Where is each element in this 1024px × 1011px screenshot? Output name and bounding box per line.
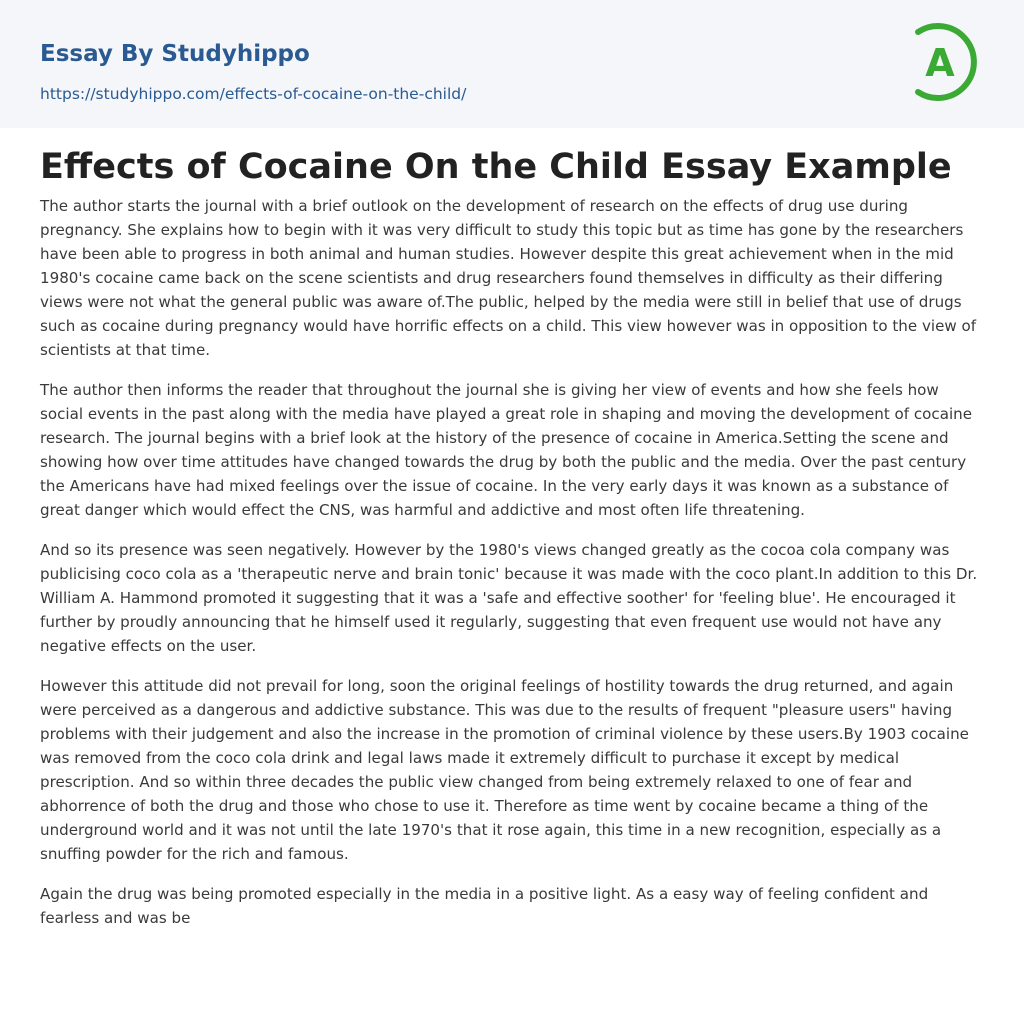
essay-paragraph: However this attitude did not prevail for long, soon the original feelings of hostility towards the drug returned, and again were perceived as a dangerous and addictive substance. This was due to the results of frequent "pleasure users" having problems with their judgement and also the increase in the promotion of criminal violence by these users.By 1903 cocaine was removed from the coco cola drink and legal laws made it extremely difficult to purchase it except by medical prescription. And so within three decades the public view changed from being extremely relaxed to one of fear and abhorrence of both the drug and those who chose to use it. Therefore as time went by cocaine became a thing of the underground world and it was not until the late 1970's that it rose again, this time in a new recognition, especially as a snuffing powder for the rich and famous. xyxy=(40,677,969,863)
essay-body xyxy=(40,194,984,946)
studyhippo-logo-icon[interactable] xyxy=(912,18,988,106)
essay-paragraph: The author then informs the reader that throughout the journal she is giving her view of events and how she feels how social events in the past along with the media have played a great role in shaping and moving the development of cocaine research. The journal begins with a brief look at the history of the presence of cocaine in America.Setting the scene and showing how over time attitudes have changed towards the drug by both the public and the media. Over the past century the Americans have had mixed feelings over the issue of cocaine. In the very early days it was known as a substance of great danger which would effect the CNS, was harmful and addictive and most often life threatening. xyxy=(40,381,973,519)
essay-paragraph: The author starts the journal with a brief outlook on the development of research on the effects of drug use during pregnancy. She explains how to begin with it was very difficult to study this topic but as time has gone by the researchers have been able to progress in both animal and human studies. However despite this great achievement when in the mid 1980's cocaine came back on the scene scientists and drug researchers found themselves in difficulty as their differing views were not what the general public was aware of.The public, helped by the media were still in belief that use of drugs such as cocaine during pregnancy would have horrific effects on a child. This view however was in opposition to the view of scientists at that time. xyxy=(40,197,977,359)
logo-letter: A xyxy=(925,41,955,85)
site-header xyxy=(0,0,1024,128)
essay-paragraph: Again the drug was being promoted especially in the media in a positive light. As a easy way of feeling confident and fearless and was be xyxy=(40,885,929,927)
essay-paragraph: And so its presence was seen negatively. However by the 1980's views changed greatly as the cocoa cola company was publicising coco cola as a 'therapeutic nerve and brain tonic' because it was made with the coco plant.In addition to this Dr. William A. Hammond promoted it suggesting that it was a 'safe and effective soother' for 'feeling blue'. He encouraged it further by proudly announcing that he himself used it regularly, suggesting that even frequent use would not have any negative effects on the user. xyxy=(40,541,978,655)
page-title: Effects of Cocaine On the Child Essay Example xyxy=(40,147,952,187)
site-title[interactable]: Essay By Studyhippo xyxy=(40,41,310,67)
page-url-link[interactable]: https://studyhippo.com/effects-of-cocaine-on-the-child/ xyxy=(40,85,467,103)
